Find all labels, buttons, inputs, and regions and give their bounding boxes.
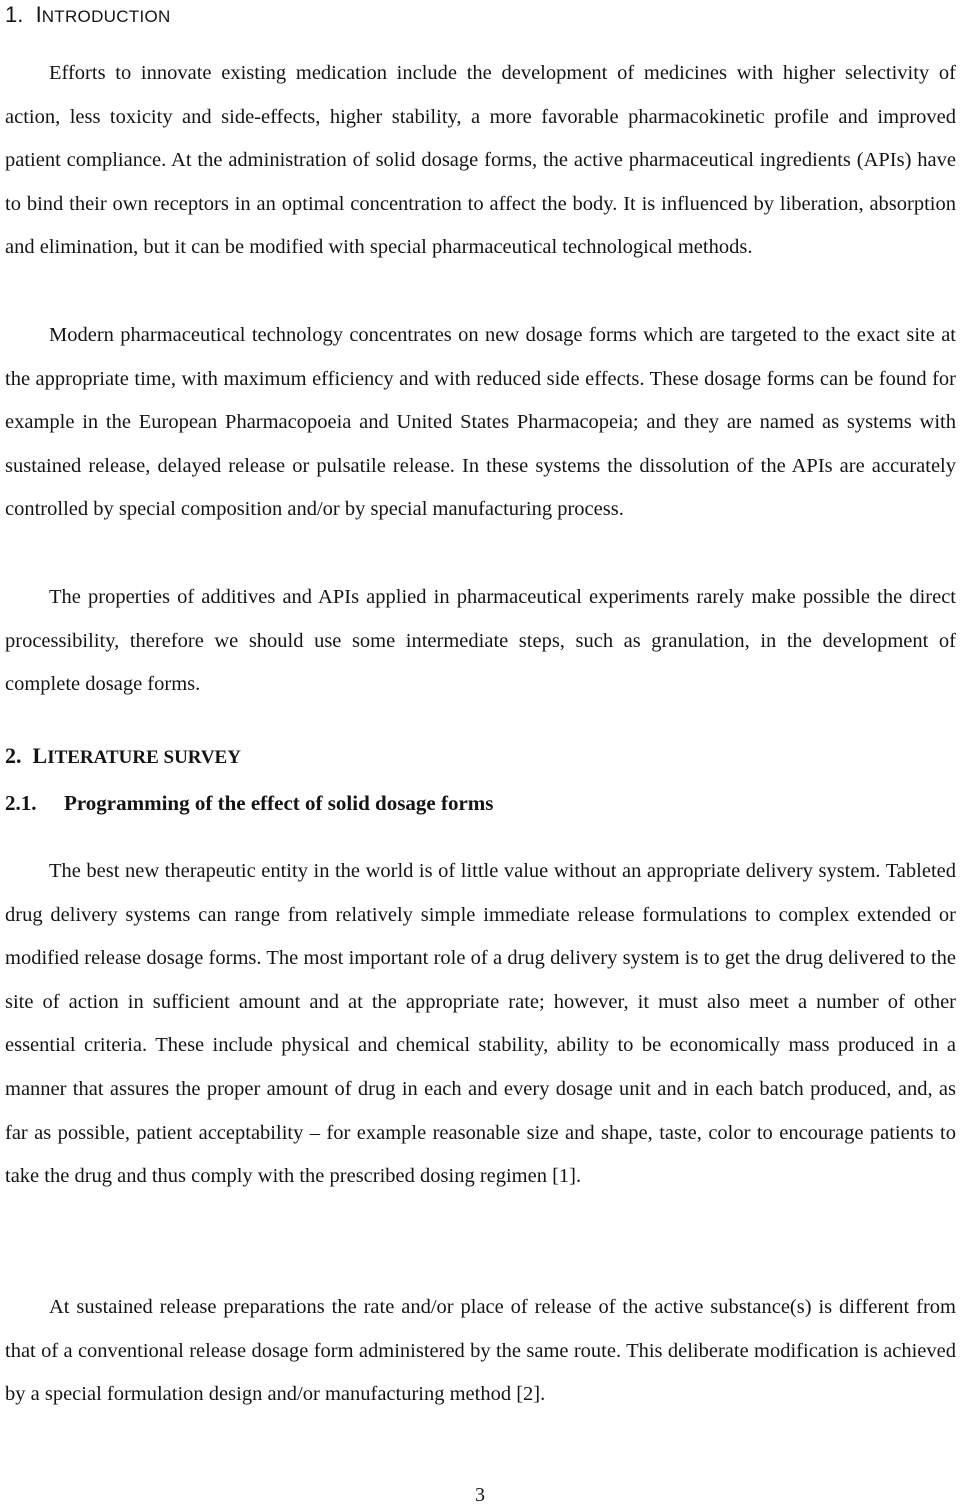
subsection-2-1-title: Programming of the effect of solid dosage forms xyxy=(64,791,494,815)
section-1-title-rest: NTRODUCTION xyxy=(41,7,171,26)
section-2-heading xyxy=(5,741,241,773)
page-number: 3 xyxy=(475,1484,485,1506)
intro-paragraph-2: Modern pharmaceutical technology concentrates on new dosage forms which are targeted to the exact site at the appropriate time, with maximum efficiency and with reduced side effects. These dosage forms can be found for example in the European Pharmacopoeia and United States Pharmacopeia; and they are named as systems with sustained release, delayed release or pulsatile release. In these systems the dissolution of the APIs are accurately controlled by special composition and/or by special manufacturing process. xyxy=(5,324,956,521)
survey-paragraph-2: At sustained release preparations the rate and/or place of release of the active substance(s) is different from that of a conventional release dosage form administered by the same route. This deliberate modification is achieved by a special formulation design and/or manufacturing method [2]. xyxy=(5,1296,956,1406)
intro-paragraph-1: Efforts to innovate existing medication include the development of medicines with higher selectivity of action, less toxicity and side-effects, higher stability, a more favorable pharmacokinetic profile and improved patient compliance. At the administration of solid dosage forms, the active pharmaceutical ingredients (APIs) have to bind their own receptors in an optimal concentration to affect the body. It is influenced by liberation, absorption and elimination, but it can be modified with special pharmaceutical technological methods. xyxy=(5,62,956,259)
section-1-heading xyxy=(5,0,171,32)
section-1-title-initial: I xyxy=(35,2,42,27)
subsection-2-1-heading xyxy=(5,788,493,818)
section-1-number: 1. xyxy=(5,2,24,27)
section-2-title-initial: L xyxy=(32,743,48,768)
intro-paragraph-3: The properties of additives and APIs applied in pharmaceutical experiments rarely make possible the direct processibility, therefore we should use some intermediate steps, such as granulation, in the development of complete dosage forms. xyxy=(5,586,956,696)
survey-paragraph-1: The best new therapeutic entity in the world is of little value without an appropriate delivery system. Tableted drug delivery systems can range from relatively simple immediate release formulations to complex extended or modified release dosage forms. The most important role of a drug delivery system is to get the drug delivered to the site of action in sufficient amount and at the appropriate rate; however, it must also meet a number of other essential criteria. These include physical and chemical stability, ability to be economically mass produced in a manner that assures the proper amount of drug in each and every dosage unit and in each batch produced, and, as far as possible, patient acceptability – for example reasonable size and shape, taste, color to encourage patients to take the drug and thus comply with the prescribed dosing regimen [1]. xyxy=(5,860,956,1188)
section-2-number: 2. xyxy=(5,743,22,768)
section-2-title-rest: ITERATURE SURVEY xyxy=(47,747,241,768)
subsection-2-1-number: 2.1. xyxy=(5,791,37,815)
